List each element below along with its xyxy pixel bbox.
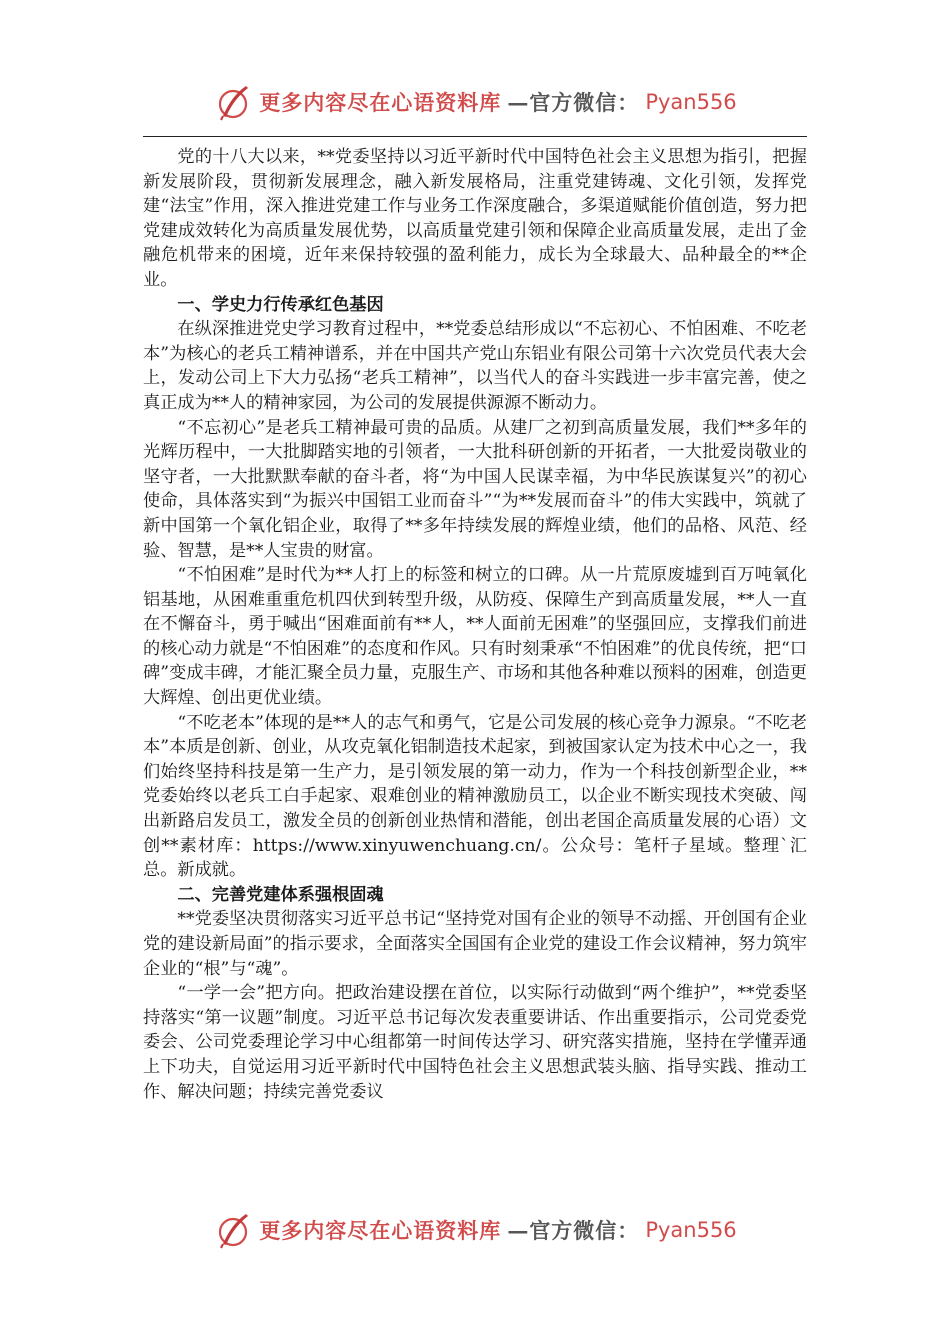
paragraph: “不怕困难”是时代为**人打上的标签和树立的口碑。从一片荒原废墟到百万吨氧化铝基地，从困难重重危机四伏到转型升级，从防疫、保障生产到高质量发展，**人一直在不懈奋斗，勇于喊出“困难面前有**人，**人面前无困难”的坚强回应，支撑我们前进的核心动力就是“不怕困难”的态度和作风。只有时刻秉承“不怕困难”的优良传统，把“口碑”变成丰碑，才能汇聚全员力量，克服生产、市场和其他各种难以预料的困难，创造更大辉煌、创出更优业绩。 bbox=[143, 565, 807, 709]
watermark-title: 更多内容尽在心语资料库 bbox=[259, 90, 502, 115]
paragraph: “一学一会”把方向。把政治建设摆在首位，以实际行动做到“两个维护”，**党委坚持落实“第一议题”制度。习近平总书记每次发表重要讲话、作出重要指示，公司党委党委会、公司党委理论学习中心组都第一时间传达学习、研究落实措施，坚持在学懂弄通上下功夫，自觉运用习近平新时代中国特色社会主义思想武装头脑、指导实践、推动工作、解决问题；持续完善党委议 bbox=[143, 983, 807, 1102]
header-divider bbox=[143, 136, 807, 137]
paragraph: “不吃老本”体现的是**人的志气和勇气，它是公司发展的核心竞争力源泉。“不吃老本”本质是创新、创业，从攻克氧化铝制造技术起家，到被国家认定为技术中心之一，我们始终坚持科技是第一生产力，是引领发展的第一动力，作为一个科技创新型企业，**党委始终以老兵工白手起家、艰难创业的精神激励员工，以企业不断实现技术突破、闯出新路启发员工，激发全员的创新创业热情和潜能，创出老国企高质量发展的心语）文创**素材库：https://www.xinyuwenchuang.cn/。公众号：笔杆子星域。整理`汇总。新成就。 bbox=[143, 712, 807, 881]
paragraph: 党的十八大以来，**党委坚持以习近平新时代中国特色社会主义思想为指引，把握新发展阶段，贯彻新发展理念，融入新发展格局，注重党建铸魂、文化引领，发挥党建“法宝”作用，深入推进党建工作与业务工作深度融合，多渠道赋能价值创造，努力把党建成效转化为高质量发展优势，以高质量党建引领和保障企业高质量发展，走出了金融危机带来的困境，近年来保持较强的盈利能力，成长为全球最大、品种最全的**企业。 bbox=[143, 147, 807, 290]
watermark-label: —官方微信： bbox=[507, 1218, 640, 1243]
quill-pen-icon bbox=[213, 82, 253, 122]
section-heading: 二、完善党建体系强根固魂 bbox=[177, 884, 384, 905]
header-watermark bbox=[0, 80, 950, 124]
paragraph: **党委坚决贯彻落实习近平总书记“坚持党对国有企业的领导不动摇、开创国有企业党的建设新局面”的指示要求，全面落实全国国有企业党的建设工作会议精神，努力筑牢企业的“根”与“魂”。 bbox=[143, 909, 807, 979]
watermark-wechat-id: Pyan556 bbox=[645, 90, 737, 114]
watermark-wechat-id: Pyan556 bbox=[645, 1218, 737, 1242]
paragraph: “不忘初心”是老兵工精神最可贵的品质。从建厂之初到高质量发展，我们**多年的光辉历程中，一大批脚踏实地的引领者，一大批科研创新的开拓者，一大批爱岗敬业的坚守者，一大批默默奉献的奋斗者，将“为中国人民谋幸福，为中华民族谋复兴”的初心使命，具体落实到“为振兴中国铝工业而奋斗”“为**发展而奋斗”的伟大实践中，筑就了新中国第一个氧化铝企业，取得了**多年持续发展的辉煌业绩，他们的品格、风范、经验、智慧，是**人宝贵的财富。 bbox=[143, 417, 807, 561]
quill-pen-icon bbox=[213, 1210, 253, 1250]
watermark-label: —官方微信： bbox=[507, 90, 640, 115]
paragraph: 在纵深推进党史学习教育过程中，**党委总结形成以“不忘初心、不怕困难、不吃老本”为核心的老兵工精神谱系，并在中国共产党山东铝业有限公司第十六次党员代表大会上，发动公司上下大力弘扬“老兵工精神”，以当代人的奋斗实践进一步丰富完善，使之真正成为**人的精神家园，为公司的发展提供源源不断动力。 bbox=[143, 319, 807, 413]
footer-watermark bbox=[0, 1208, 950, 1252]
document-body bbox=[143, 145, 807, 1195]
watermark-title: 更多内容尽在心语资料库 bbox=[259, 1218, 502, 1243]
section-heading: 一、学史力行传承红色基因 bbox=[177, 294, 384, 315]
